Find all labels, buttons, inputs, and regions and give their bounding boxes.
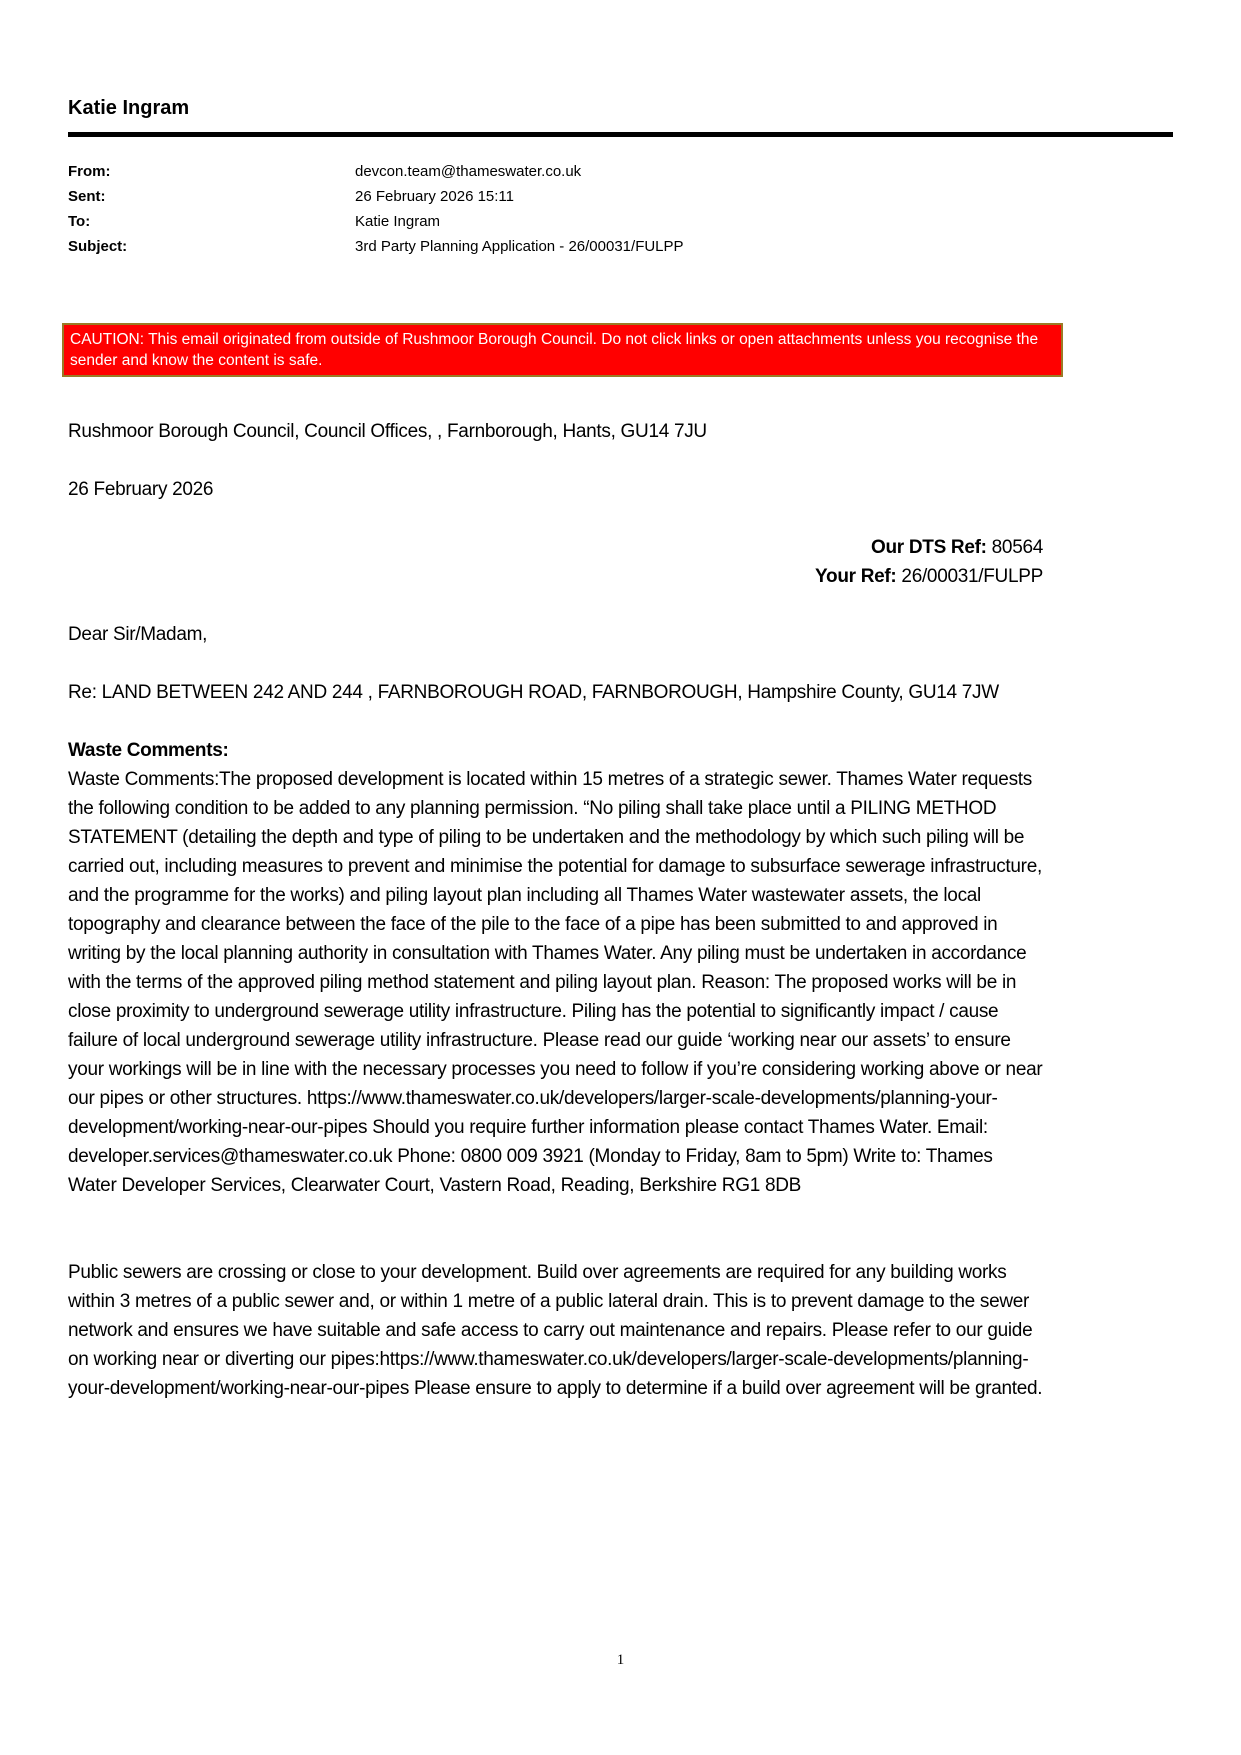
meta-row-subject xyxy=(68,234,1173,259)
our-dts-ref-line xyxy=(68,533,1043,562)
to-value: Katie Ingram xyxy=(355,213,441,230)
subject-label: Subject: xyxy=(68,238,128,255)
waste-comments-paragraph: Waste Comments:The proposed development is located within 15 metres of a strategic sewer. Thames Water requests the following condition to be added to any planning permission. “No piling shall take place until a PILING METHOD STATEMENT (detailing the depth and type of piling to be undertaken and the methodology by which such piling will be carried out, including measures to prevent and minimise the potential for damage to subsurface sewerage infrastructure, and the programme for the works) and piling layout plan including all Thames Water wastewater assets, the local topography and clearance between the face of the pile to the face of a pipe has been submitted to and approved in writing by the local planning authority in consultation with Thames Water. Any piling must be undertaken in accordance with the terms of the approved piling method statement and piling layout plan. Reason: The proposed works will be in close proximity to underground sewerage utility infrastructure. Piling has the potential to significantly impact / cause failure of local underground sewerage utility infrastructure. Please read our guide ‘working near our assets’ to ensure your workings will be in line with the necessary processes you need to follow if you’re considering working above or near our pipes or other structures. https://www.thameswater.co.uk/developers/larger-scale-developments/planning-your-development/working-near-our-pipes Should you require further information please contact Thames Water. Email: developer.services@thameswater.co.uk Phone: 0800 009 3921 (Monday to Friday, 8am to 5pm) Write to: Thames Water Developer Services, Clearwater Court, Vastern Road, Reading, Berkshire RG1 8DB xyxy=(68,769,1043,1196)
spacer xyxy=(68,591,1043,620)
our-dts-ref-label: Our DTS Ref: xyxy=(870,537,987,558)
email-meta-block xyxy=(68,159,1173,259)
recipient-name-heading: Katie Ingram xyxy=(68,0,1173,137)
caution-banner: CAUTION: This email originated from outside of Rushmoor Borough Council. Do not click links or open attachments unless you recognise the sender and know the content is safe. xyxy=(62,323,1063,377)
page-number: 1 xyxy=(616,1652,625,1668)
from-label: From: xyxy=(68,163,111,180)
your-ref-label: Your Ref: xyxy=(815,566,897,587)
meta-row-from xyxy=(68,159,1173,184)
waste-comments-heading: Waste Comments: xyxy=(68,740,229,761)
your-ref-line xyxy=(68,562,1043,591)
spacer xyxy=(68,707,1043,736)
spacer xyxy=(68,1200,1043,1258)
spacer xyxy=(68,504,1043,533)
sent-value: 26 February 2026 15:11 xyxy=(355,188,515,205)
build-over-paragraph: Public sewers are crossing or close to your development. Build over agreements are required for any building works within 3 metres of a public sewer and, or within 1 metre of a public lateral drain. This is to prevent damage to the sewer network and ensures we have suitable and safe access to carry out maintenance and repairs. Please refer to our guide on working near or diverting our pipes:https://www.thameswater.co.uk/developers/larger-scale-developments/planning-your-development/working-near-our-pipes Please ensure to apply to determine if a build over agreement will be granted. xyxy=(68,1262,1043,1399)
letter-date: 26 February 2026 xyxy=(68,479,214,500)
spacer xyxy=(68,446,1043,475)
meta-row-sent xyxy=(68,184,1173,209)
spacer xyxy=(68,649,1043,678)
our-dts-ref-value: 80564 xyxy=(991,537,1043,558)
re-subject-line: Re: LAND BETWEEN 242 AND 244 , FARNBOROUGH ROAD, FARNBOROUGH, Hampshire County, GU14 7JW xyxy=(68,682,999,703)
council-address-line: Rushmoor Borough Council, Council Offices, , Farnborough, Hants, GU14 7JU xyxy=(68,421,707,442)
from-value: devcon.team@thameswater.co.uk xyxy=(355,163,582,180)
to-label: To: xyxy=(68,213,91,230)
subject-value: 3rd Party Planning Application - 26/00031/FULPP xyxy=(355,238,684,255)
salutation: Dear Sir/Madam, xyxy=(68,624,208,645)
reference-block xyxy=(68,533,1043,591)
letter-body xyxy=(68,417,1043,1403)
meta-row-to xyxy=(68,209,1173,234)
sent-label: Sent: xyxy=(68,188,106,205)
your-ref-value: 26/00031/FULPP xyxy=(901,566,1043,587)
